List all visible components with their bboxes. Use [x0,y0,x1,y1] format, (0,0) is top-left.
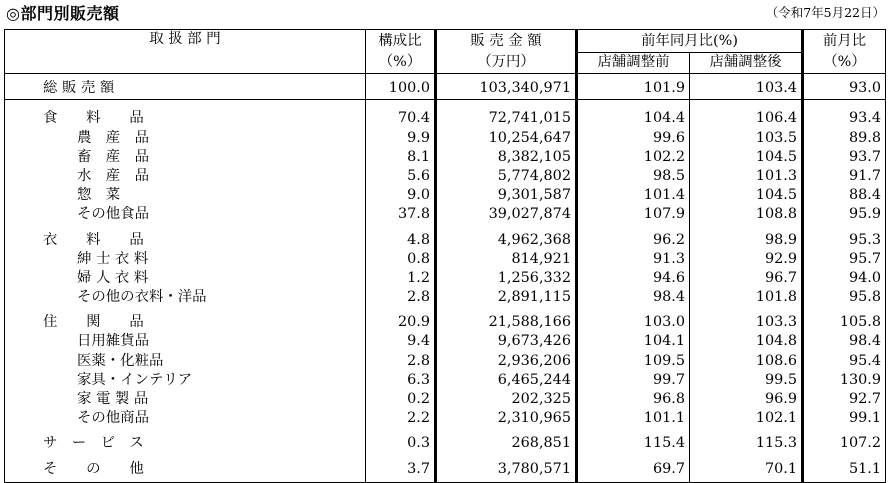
mom-value: 93.0 [803,78,886,100]
dept-name: 医薬・化粧品 [77,352,164,369]
sales-value: 202,325 [436,390,577,409]
yoy-before-value: 96.8 [577,390,690,409]
yoy-before-value: 101.1 [577,409,690,428]
dept-name: サ ー ビ ス [43,435,144,452]
dept-name: 畜 産 品 [77,148,149,165]
yoy-before-value: 94.6 [577,269,690,288]
ratio-value: 20.9 [366,313,436,332]
yoy-after-value: 104.5 [690,147,803,166]
yoy-after-value: 98.9 [690,230,803,249]
yoy-after-value: 103.4 [690,78,803,100]
mom-value: 99.1 [803,409,886,428]
mom-value: 94.0 [803,269,886,288]
sales-value: 10,254,647 [436,128,577,147]
header-ratio-unit: （%） [366,52,436,73]
sales-value: 9,301,587 [436,186,577,205]
yoy-after-value: 96.9 [690,390,803,409]
sales-value: 814,921 [436,249,577,268]
yoy-before-value: 96.2 [577,230,690,249]
report-date: （令和7年5月22日） [765,5,885,20]
mom-value: 88.4 [803,186,886,205]
yoy-before-value: 107.9 [577,205,690,224]
yoy-before-value: 98.5 [577,167,690,186]
sales-value: 21,588,166 [436,313,577,332]
sales-value: 6,465,244 [436,370,577,389]
sales-value: 8,382,105 [436,147,577,166]
dept-name: 農 産 品 [77,129,149,146]
yoy-before-value: 99.6 [577,128,690,147]
yoy-after-value: 106.4 [690,109,803,128]
yoy-before-value: 115.4 [577,434,690,453]
dept-name: その他商品 [77,410,149,427]
dept-name: 水 産 品 [77,167,149,184]
table-row [5,288,886,307]
mom-value: 93.7 [803,147,886,166]
table-row [5,109,886,128]
yoy-after-value: 99.5 [690,370,803,389]
yoy-before-value: 98.4 [577,288,690,307]
yoy-before-value: 103.0 [577,313,690,332]
yoy-after-value: 115.3 [690,434,803,453]
table-row [5,205,886,224]
spacer-row [5,100,886,110]
mom-value: 95.7 [803,249,886,268]
mom-value: 95.4 [803,351,886,370]
yoy-after-value: 101.3 [690,167,803,186]
table-row [5,459,886,478]
header-sales: 販 売 金 額 [436,30,577,53]
ratio-value: 9.9 [366,128,436,147]
sales-value: 4,962,368 [436,230,577,249]
yoy-before-value: 99.7 [577,370,690,389]
yoy-after-value: 104.5 [690,186,803,205]
table-row [5,167,886,186]
yoy-after-value: 108.6 [690,351,803,370]
yoy-before-value: 104.4 [577,109,690,128]
dept-name: 家 電 製 品 [77,391,149,408]
ratio-value: 70.4 [366,109,436,128]
mom-value: 91.7 [803,167,886,186]
sales-value: 9,673,426 [436,332,577,351]
mom-value: 89.8 [803,128,886,147]
yoy-after-value: 96.7 [690,269,803,288]
table-row [5,249,886,268]
table-row [5,269,886,288]
department-sales-table [4,29,886,483]
yoy-after-value: 102.1 [690,409,803,428]
dept-name: 総 販 売 額 [5,78,366,100]
mom-value: 92.7 [803,390,886,409]
dept-name: 住 関 品 [43,314,144,331]
yoy-before-value: 91.3 [577,249,690,268]
header-mom: 前月比 [803,30,886,53]
mom-value: 95.9 [803,205,886,224]
ratio-value: 2.8 [366,351,436,370]
ratio-value: 37.8 [366,205,436,224]
ratio-value: 9.4 [366,332,436,351]
mom-value: 95.8 [803,288,886,307]
sales-value: 2,936,206 [436,351,577,370]
yoy-before-value: 109.5 [577,351,690,370]
table-row [5,313,886,332]
ratio-value: 5.6 [366,167,436,186]
yoy-before-value: 104.1 [577,332,690,351]
sales-value: 1,256,332 [436,269,577,288]
yoy-before-value: 101.4 [577,186,690,205]
mom-value: 98.4 [803,332,886,351]
dept-name: 衣 料 品 [43,231,144,248]
ratio-value: 100.0 [366,78,436,100]
mom-value: 93.4 [803,109,886,128]
yoy-after-value: 103.5 [690,128,803,147]
ratio-value: 9.0 [366,186,436,205]
ratio-value: 2.8 [366,288,436,307]
yoy-before-value: 101.9 [577,78,690,100]
header-yoy: 前年同月比(%) [577,30,803,53]
header-dept-blank [5,52,366,73]
ratio-value: 4.8 [366,230,436,249]
header-mom-unit: （%） [803,52,886,73]
yoy-after-value: 92.9 [690,249,803,268]
sales-value: 103,340,971 [436,78,577,100]
dept-name: 婦 人 衣 料 [77,269,149,286]
yoy-after-value: 101.8 [690,288,803,307]
table-row [5,434,886,453]
mom-value: 130.9 [803,370,886,389]
sales-value: 72,741,015 [436,109,577,128]
ratio-value: 2.2 [366,409,436,428]
ratio-value: 0.2 [366,390,436,409]
sales-value: 3,780,571 [436,459,577,478]
ratio-value: 0.8 [366,249,436,268]
mom-value: 95.3 [803,230,886,249]
table-row [5,409,886,428]
mom-value: 105.8 [803,313,886,332]
dept-name: 家具・インテリア [77,371,193,388]
dept-name: 紳 士 衣 料 [77,250,149,267]
dept-name: 食 料 品 [43,110,144,127]
ratio-value: 0.3 [366,434,436,453]
yoy-after-value: 70.1 [690,459,803,478]
sales-value: 2,310,965 [436,409,577,428]
table-row [5,230,886,249]
table-row [5,332,886,351]
table-row [5,186,886,205]
ratio-value: 1.2 [366,269,436,288]
table-row [5,147,886,166]
table-row [5,390,886,409]
table-row [5,351,886,370]
sales-value: 268,851 [436,434,577,453]
table-row [5,370,886,389]
ratio-value: 6.3 [366,370,436,389]
dept-name: その他の衣料・洋品 [77,289,207,306]
header-yoy-after: 店舗調整後 [690,52,803,73]
yoy-after-value: 103.3 [690,313,803,332]
ratio-value: 3.7 [366,459,436,478]
header-yoy-before: 店舗調整前 [577,52,690,73]
dept-name: そ の 他 [43,460,144,477]
yoy-after-value: 104.8 [690,332,803,351]
table-row [5,78,886,100]
header-ratio: 構成比 [366,30,436,53]
header-dept: 取 扱 部 門 [149,31,221,47]
ratio-value: 8.1 [366,147,436,166]
mom-value: 107.2 [803,434,886,453]
dept-name: 日用雑貨品 [77,333,149,350]
header-sales-unit: （万円） [436,52,577,73]
dept-name: その他食品 [77,206,149,223]
yoy-before-value: 69.7 [577,459,690,478]
dept-name: 惣 菜 [77,187,121,204]
mom-value: 51.1 [803,459,886,478]
page-title: ◎部門別販売額 [6,4,120,23]
yoy-before-value: 102.2 [577,147,690,166]
yoy-after-value: 108.8 [690,205,803,224]
sales-value: 2,891,115 [436,288,577,307]
sales-value: 39,027,874 [436,205,577,224]
sales-value: 5,774,802 [436,167,577,186]
table-row [5,128,886,147]
